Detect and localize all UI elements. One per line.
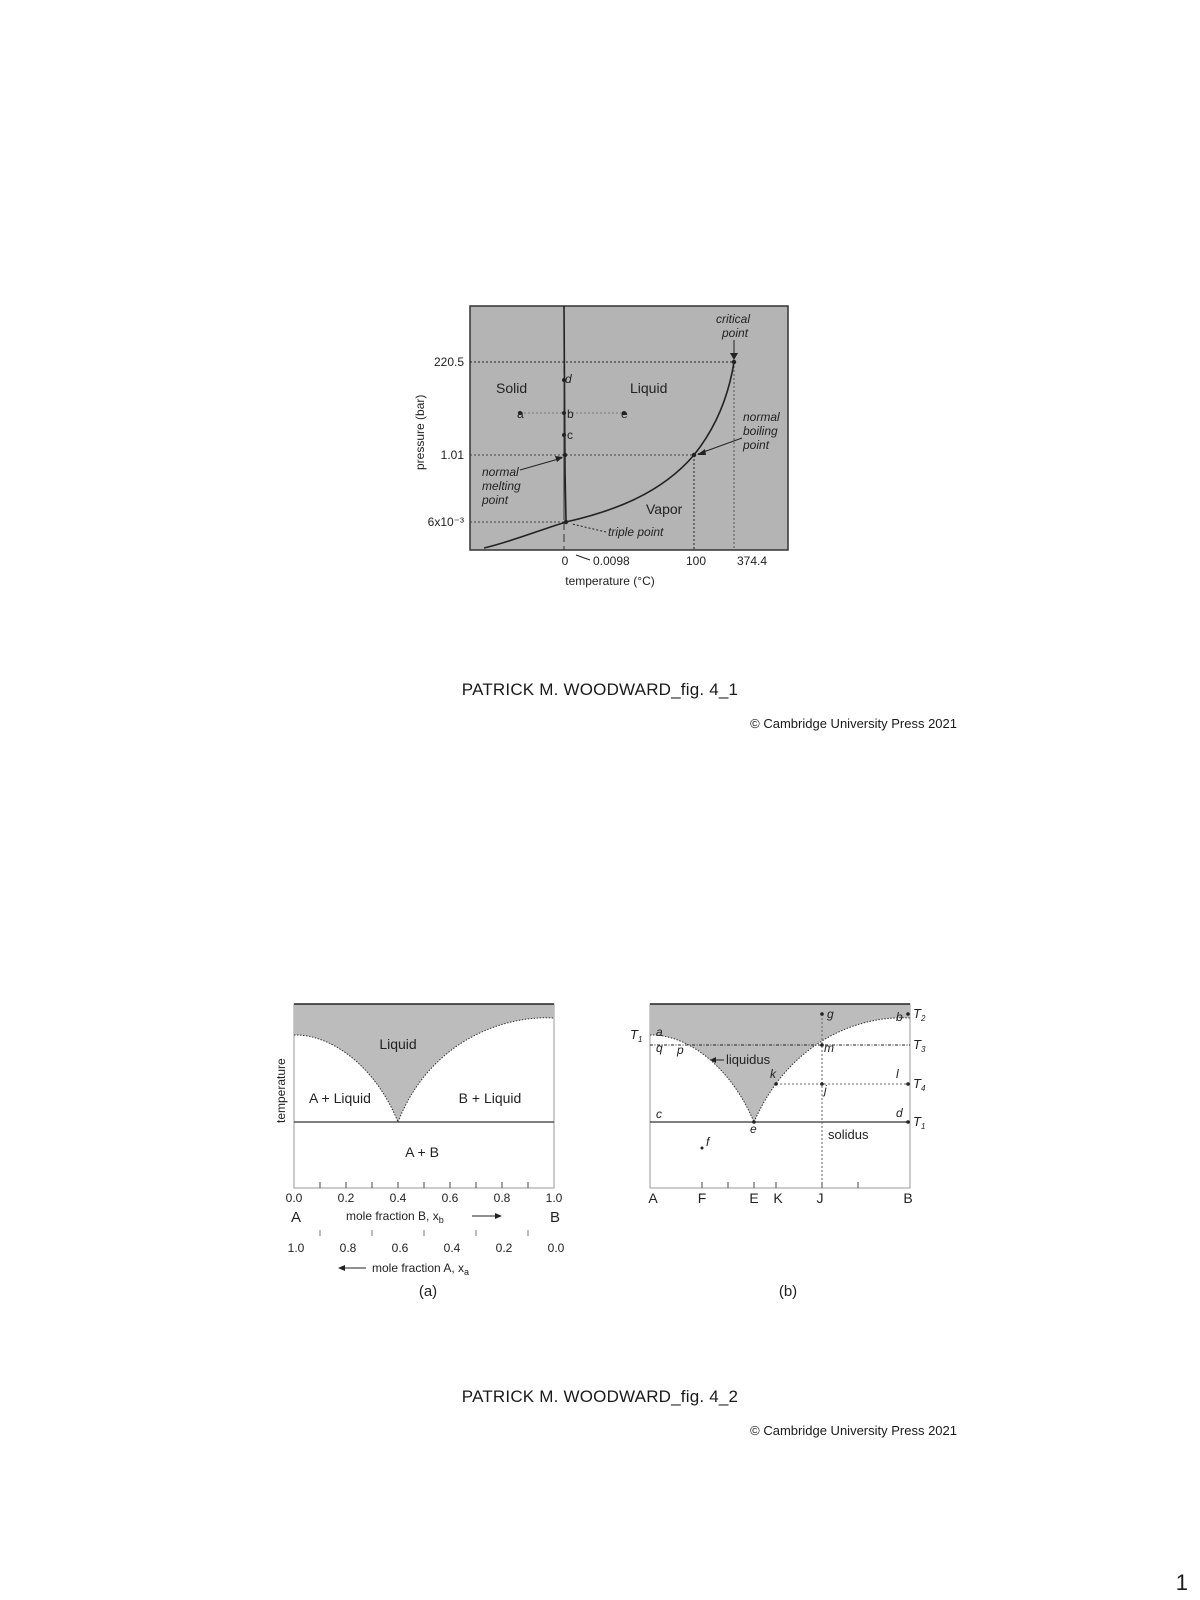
fig1-y-tick-6e-3: 6x10⁻³ [427, 515, 464, 529]
fig1-label-d: d [565, 372, 572, 386]
fig2b-t4-label: $T_4$ [913, 1076, 926, 1093]
fig2b-panel-label: (b) [778, 1283, 798, 1300]
fig2b-label-g: g [827, 1007, 834, 1021]
fig2b-point-t1-marker [906, 1120, 910, 1124]
page-number: 1 [1175, 1570, 1188, 1595]
fig2a-xa-label: mole fraction A, $x_a$ [372, 1261, 470, 1277]
fig2b-point-k-marker [774, 1082, 778, 1086]
fig2b-t3-label: $T_3$ [913, 1037, 926, 1054]
fig2b-label-j: j [824, 1083, 827, 1097]
fig2b-x-letter-a: A [648, 1190, 658, 1206]
fig2a-xb-tick-1: 0.2 [337, 1191, 355, 1205]
fig2b-label-k: k [770, 1067, 776, 1081]
fig2a-y-axis-label: temperature [274, 1058, 288, 1123]
fig1-y-tick-101: 1.01 [440, 448, 464, 462]
fig2a-xb-tick-4: 0.8 [493, 1191, 511, 1205]
fig2b-label-a: a [656, 1025, 663, 1039]
fig2b-x-letter-f: F [697, 1190, 707, 1206]
fig2b-left-t-label: $T_1$ [630, 1027, 643, 1044]
fig1-label-b: b [567, 407, 574, 421]
fig2b-label-f: f [706, 1135, 710, 1149]
fig1-label-e: e [621, 407, 628, 421]
fig1-y-tick-220: 220.5 [433, 355, 464, 369]
fig1-region-liquid: Liquid [630, 380, 668, 396]
fig1-boiling-label-2: boiling [743, 424, 778, 438]
fig1-x-tick-100: 100 [685, 554, 707, 568]
fig2a-region-liquid: Liquid [379, 1036, 417, 1052]
fig1-y-axis-label: pressure (bar) [413, 394, 427, 470]
fig2a-xb-arrowhead [495, 1213, 502, 1219]
fig2a-xb-tick-5: 1.0 [545, 1191, 563, 1205]
fig2a-region-b-liquid: B + Liquid [458, 1090, 522, 1106]
fig2a-xa-tick-4: 0.2 [495, 1241, 513, 1255]
fig1-copyright: © Cambridge University Press 2021 [750, 716, 957, 731]
fig2b-label-c: c [656, 1107, 662, 1121]
fig1-critical-label-1: critical [716, 312, 751, 326]
fig1-x-tick-00098: 0.0098 [593, 554, 630, 568]
fig1-melting-label-2: melting [482, 479, 521, 493]
fig2b-point-g-marker [820, 1012, 824, 1016]
fig1-boiling-label-1: normal [743, 410, 780, 424]
fig1-triple-label: triple point [608, 525, 664, 539]
fig2a-xa-arrowhead [338, 1265, 345, 1271]
fig2a-xa-tick-2: 0.6 [391, 1241, 409, 1255]
fig2a-xb-tick-0: 0.0 [285, 1191, 303, 1205]
fig2a-xa-tick-1: 0.8 [339, 1241, 357, 1255]
fig2b-label-m: m [824, 1041, 834, 1055]
fig2b-label-l: l [896, 1067, 899, 1081]
fig1-region-solid: Solid [496, 380, 528, 396]
fig2b-solidus-label: solidus [828, 1127, 869, 1142]
fig2a-xb-tick-2: 0.4 [389, 1191, 407, 1205]
fig1-label-a: a [517, 407, 524, 421]
fig2a-end-a: A [290, 1209, 302, 1226]
fig2b-label-q: q [656, 1041, 663, 1055]
fig1-melting-label-1: normal [482, 465, 519, 479]
fig2a-end-b: B [549, 1209, 561, 1226]
fig1-x-axis-label: temperature (°C) [565, 574, 655, 588]
fig2b-label-b: b [896, 1010, 903, 1024]
fig2b-t2-label: $T_2$ [913, 1006, 926, 1023]
fig1-x-tick-0: 0 [561, 554, 569, 568]
fig2a-xa-tick-marks [320, 1230, 528, 1236]
fig2b-t1-label: $T_1$ [913, 1114, 926, 1131]
fig2a-xb-tick-3: 0.6 [441, 1191, 459, 1205]
fig2a-region-a-b: A + B [405, 1144, 439, 1160]
fig2a-xa-tick-5: 0.0 [547, 1241, 565, 1255]
fig2b-liquidus-label: liquidus [726, 1052, 771, 1067]
fig1-melting-label-3: point [482, 493, 509, 507]
fig2b-x-letter-b: B [903, 1190, 913, 1206]
fig2a-xa-tick-0: 1.0 [287, 1241, 305, 1255]
fig2b-point-l-marker [906, 1082, 910, 1086]
fig1-region-vapor: Vapor [646, 501, 683, 517]
fig2a-xa-tick-3: 0.4 [443, 1241, 461, 1255]
fig1-label-c: c [567, 428, 573, 442]
fig2b-x-letter-e: E [749, 1190, 759, 1206]
fig2a-region-a-liquid: A + Liquid [309, 1090, 371, 1106]
fig1-caption: PATRICK M. WOODWARD_fig. 4_1 [461, 680, 739, 699]
fig2b-point-f-marker [701, 1147, 704, 1150]
fig2-copyright: © Cambridge University Press 2021 [750, 1423, 957, 1438]
fig2b-label-d: d [896, 1106, 903, 1120]
fig2b-label-e: e [750, 1122, 757, 1136]
fig2b-x-letter-j: J [816, 1190, 824, 1206]
fig2b-point-b-marker [906, 1012, 910, 1016]
fig1-boiling-label-3: point [743, 438, 770, 452]
fig2a-panel-label: (a) [418, 1283, 438, 1300]
fig2b-x-letter-k: K [773, 1190, 783, 1206]
fig2a-xb-label: mole fraction B, $x_b$ [346, 1209, 444, 1225]
fig2-caption: PATRICK M. WOODWARD_fig. 4_2 [461, 1387, 739, 1406]
fig1-critical-label-2: point [722, 326, 749, 340]
fig1-x-tick-374: 374.4 [736, 554, 768, 568]
fig2b-label-p: p [677, 1043, 684, 1057]
